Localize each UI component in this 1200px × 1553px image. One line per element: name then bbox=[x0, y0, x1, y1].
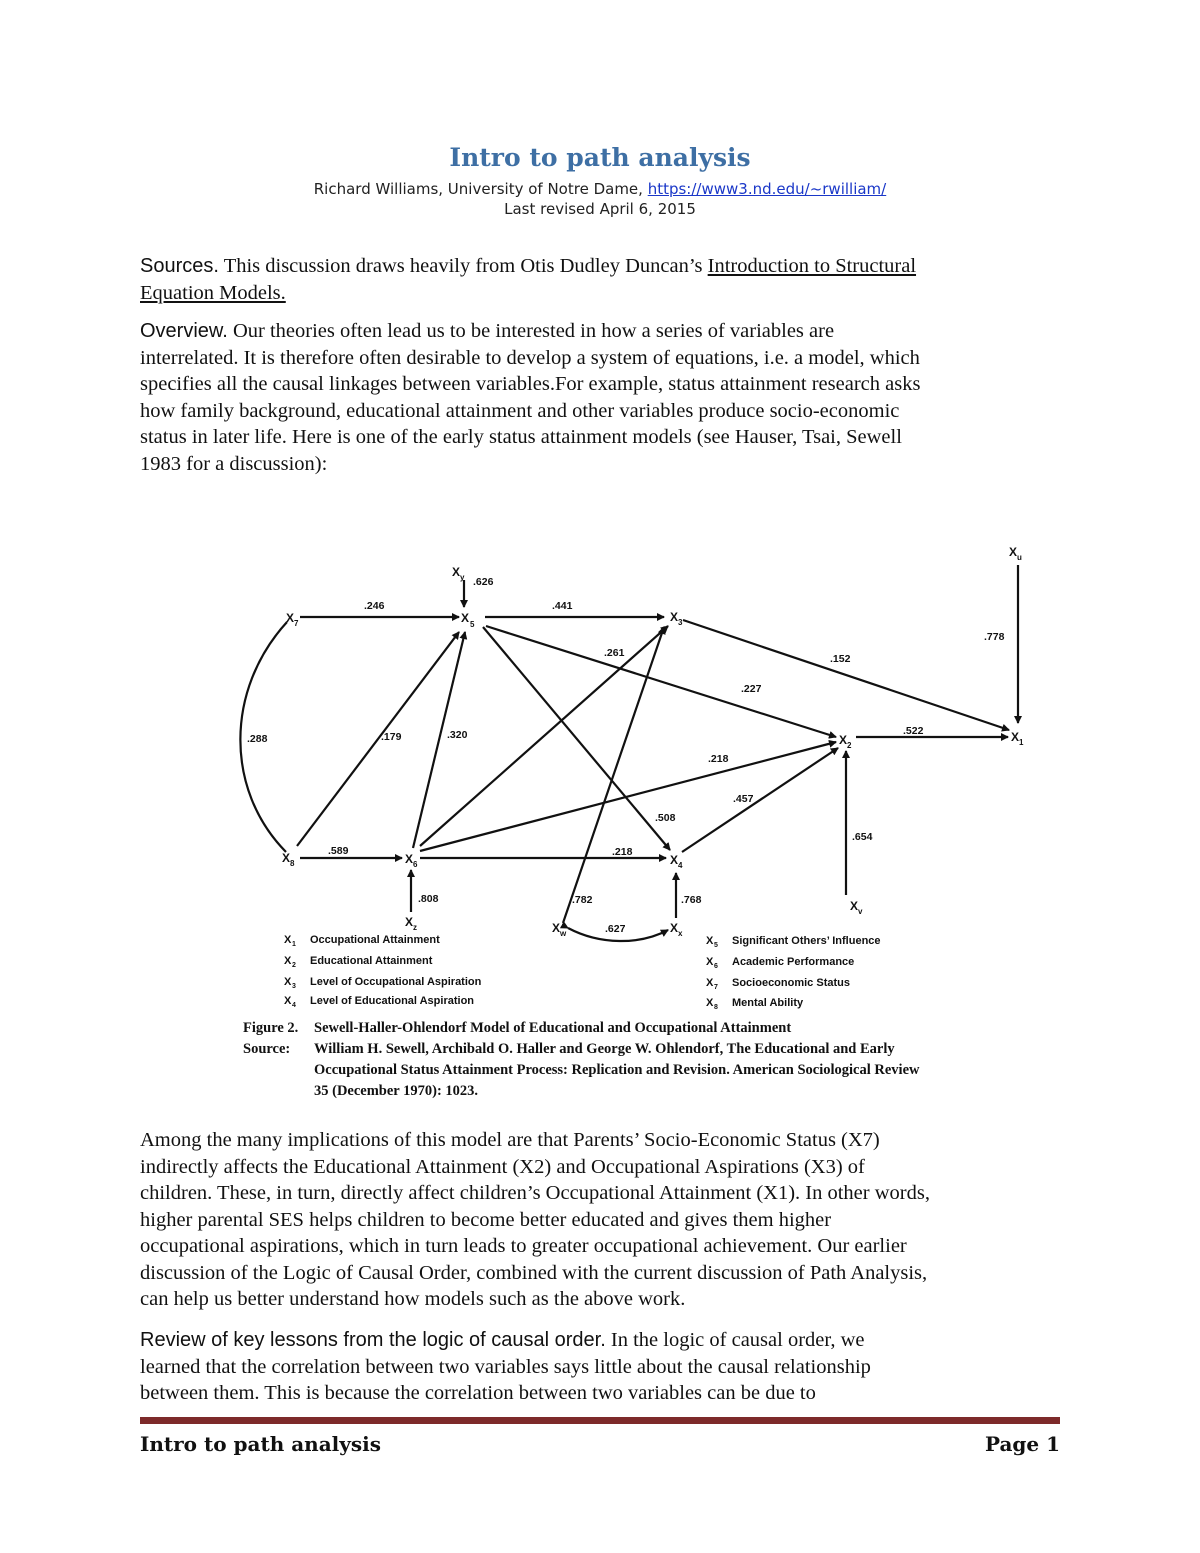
node-x5: X bbox=[461, 611, 470, 625]
svg-text:3: 3 bbox=[292, 983, 296, 990]
svg-text:Academic Performance: Academic Performance bbox=[732, 956, 855, 968]
legend-left-3 bbox=[284, 976, 482, 990]
node-xu: X bbox=[1009, 545, 1018, 559]
node-x2: X bbox=[839, 733, 848, 747]
coef-x6-x2: .218 bbox=[708, 753, 729, 765]
author-line bbox=[0, 180, 1200, 198]
svg-text:Mental Ability: Mental Ability bbox=[732, 997, 804, 1009]
svg-text:X: X bbox=[706, 997, 714, 1009]
svg-text:X: X bbox=[284, 995, 292, 1007]
svg-text:Level of Educational Aspiratio: Level of Educational Aspiration bbox=[310, 995, 475, 1007]
node-xw: X bbox=[552, 921, 561, 935]
node-xy: X bbox=[452, 565, 461, 579]
svg-text:X: X bbox=[706, 956, 714, 968]
coef-xu-x1: .778 bbox=[984, 631, 1005, 643]
overview-line: status in later life. Here is one of the early status attainment models (see Hauser, Tsai, Sewell bbox=[140, 426, 902, 448]
node-x5-sub: 5 bbox=[470, 620, 475, 629]
figure-caption-label: Figure 2. bbox=[243, 1020, 299, 1036]
svg-text:6: 6 bbox=[714, 963, 718, 970]
coef-x7-x5: .246 bbox=[364, 600, 385, 612]
review-line: learned that the correlation between two variables says little about the causal relationship bbox=[140, 1355, 871, 1378]
coef-xz-x6: .808 bbox=[418, 893, 439, 905]
overview-line: interrelated. It is therefore often desirable to develop a system of equations, i.e. a model, which bbox=[140, 346, 920, 369]
book-title-part2: Equation Models. bbox=[140, 281, 286, 304]
svg-text:X: X bbox=[284, 934, 292, 946]
implications-paragraph bbox=[140, 1127, 1065, 1313]
legend-right-4 bbox=[706, 997, 804, 1011]
legend-right-3 bbox=[706, 977, 850, 991]
node-xw-sub: w bbox=[560, 929, 567, 938]
overview-line: how family background, educational attainment and other variables produce socio-economic bbox=[140, 399, 900, 422]
legend-left-2 bbox=[284, 955, 433, 969]
path-x6-x2 bbox=[420, 742, 836, 851]
svg-text:X: X bbox=[706, 977, 714, 989]
node-x4-sub: 4 bbox=[678, 861, 683, 870]
node-x1: X bbox=[1011, 730, 1020, 744]
svg-text:Educational Attainment: Educational Attainment bbox=[310, 955, 433, 967]
svg-text:Level of Occupational Aspirati: Level of Occupational Aspiration bbox=[310, 976, 482, 988]
coef-x3-x1: .152 bbox=[830, 653, 851, 665]
path-x5-x4 bbox=[483, 627, 670, 850]
node-x1-sub: 1 bbox=[1019, 738, 1024, 747]
legend-left-1 bbox=[284, 934, 440, 948]
legend-left-4 bbox=[284, 995, 474, 1009]
node-xz-sub: z bbox=[413, 923, 417, 932]
page-title: Intro to path analysis bbox=[449, 143, 751, 172]
node-xy-sub: y bbox=[460, 573, 465, 582]
coef-x6-x5: .320 bbox=[447, 729, 468, 741]
path-x8-x5 bbox=[297, 632, 459, 846]
coef-x5-x3-cross: .261 bbox=[604, 647, 625, 659]
svg-text:Socioeconomic Status: Socioeconomic Status bbox=[732, 977, 850, 989]
implications-line: indirectly affects the Educational Attainment (X2) and Occupational Aspirations (X3) of bbox=[140, 1155, 865, 1178]
coef-xv-x2: .654 bbox=[852, 831, 873, 843]
footer-page-number: Page 1 bbox=[984, 1432, 1060, 1456]
book-title-part1: Introduction to Structural bbox=[707, 255, 917, 277]
sources-heading: Sources. bbox=[140, 255, 219, 277]
coef-x6-x4: .218 bbox=[612, 846, 633, 858]
revised-date: Last revised April 6, 2015 bbox=[504, 200, 696, 218]
overview-line: 1983 for a discussion): bbox=[140, 452, 328, 475]
node-xu-sub: u bbox=[1017, 553, 1022, 562]
implications-line: discussion of the Logic of Causal Order, combined with the current discussion of Path Analysis, bbox=[140, 1261, 928, 1284]
coef-xw-x3: .782 bbox=[572, 894, 593, 906]
node-x7-sub: 7 bbox=[294, 619, 299, 628]
node-x2-sub: 2 bbox=[847, 741, 852, 750]
node-x3-sub: 3 bbox=[678, 618, 683, 627]
node-x6-sub: 6 bbox=[413, 860, 418, 869]
overview-line: specifies all the causal linkages between variables.For example, status attainment research asks bbox=[140, 373, 921, 395]
overview-heading: Overview. bbox=[140, 320, 228, 342]
coef-x8-x5: .179 bbox=[381, 731, 402, 743]
svg-text:2: 2 bbox=[292, 962, 296, 969]
review-line: In the logic of causal order, we bbox=[605, 1329, 865, 1351]
coef-x5-x2: .227 bbox=[741, 683, 762, 695]
node-xv: X bbox=[850, 899, 859, 913]
path-xw-x3 bbox=[563, 627, 664, 923]
review-heading: Review of key lessons from the logic of causal order. bbox=[140, 1329, 606, 1351]
node-xx: X bbox=[670, 921, 679, 935]
figure-source-label: Source: bbox=[243, 1041, 291, 1057]
implications-line: children. These, in turn, directly affect children’s Occupational Attainment (X1). In other words, bbox=[140, 1182, 930, 1204]
node-xx-sub: x bbox=[678, 929, 683, 938]
coef-x7-x8: .288 bbox=[247, 733, 268, 745]
coef-x4-x2: .457 bbox=[733, 793, 754, 805]
coef-x5-x3: .441 bbox=[552, 600, 573, 612]
coef-xy-x5: .626 bbox=[473, 576, 494, 588]
coef-x8-x6: .589 bbox=[328, 845, 349, 857]
node-x8: X bbox=[282, 851, 291, 865]
implications-line: Among the many implications of this model are that Parents’ Socio-Economic Status (X7) bbox=[140, 1129, 880, 1151]
node-xz: X bbox=[405, 915, 414, 929]
coef-xw-xx: .627 bbox=[605, 923, 626, 935]
svg-text:4: 4 bbox=[292, 1002, 296, 1009]
figure-source-line: Occupational Status Attainment Process: Replication and Revision. American Sociological Review bbox=[314, 1062, 920, 1078]
svg-text:X: X bbox=[284, 976, 292, 988]
figure-source-line: 35 (December 1970): 1023. bbox=[314, 1083, 479, 1099]
coef-x5-x4: .508 bbox=[655, 812, 676, 824]
author-text: Richard Williams, University of Notre Dame, bbox=[313, 180, 648, 198]
overview-line: Our theories often lead us to be interested in how a series of variables are bbox=[227, 320, 835, 342]
node-xv-sub: v bbox=[858, 907, 863, 916]
sources-paragraph bbox=[140, 253, 1065, 306]
svg-text:Occupational Attainment: Occupational Attainment bbox=[310, 934, 440, 946]
svg-text:7: 7 bbox=[714, 984, 718, 991]
node-x3: X bbox=[670, 610, 679, 624]
footer-rule bbox=[140, 1417, 1060, 1424]
node-x6: X bbox=[405, 852, 414, 866]
path-x3-x1 bbox=[683, 620, 1009, 730]
coef-x2-x1: .522 bbox=[903, 725, 924, 737]
legend-right-1 bbox=[706, 935, 881, 949]
svg-text:Significant Others’ Influence: Significant Others’ Influence bbox=[732, 935, 881, 947]
review-paragraph bbox=[140, 1327, 1065, 1407]
node-x7: X bbox=[286, 611, 295, 625]
implications-line: occupational aspirations, which in turn leads to greater occupational achievement. Our earlier bbox=[140, 1235, 907, 1257]
path-x4-x2 bbox=[682, 748, 838, 852]
node-x4: X bbox=[670, 853, 679, 867]
figure-caption-title: Sewell-Haller-Ohlendorf Model of Educational and Occupational Attainment bbox=[314, 1020, 792, 1036]
coef-xx-x4: .768 bbox=[681, 894, 702, 906]
node-x8-sub: 8 bbox=[290, 859, 295, 868]
path-diagram-figure bbox=[140, 525, 1070, 1110]
footer-title: Intro to path analysis bbox=[140, 1432, 381, 1456]
svg-text:5: 5 bbox=[714, 942, 718, 949]
overview-paragraph bbox=[140, 318, 1065, 477]
path-x5-x2 bbox=[486, 626, 836, 737]
review-line: between them. This is because the correlation between two variables can be due to bbox=[140, 1382, 816, 1404]
author-link[interactable]: https://www3.nd.edu/~rwilliam/ bbox=[647, 180, 887, 198]
implications-line: can help us better understand how models such as the above work. bbox=[140, 1288, 686, 1310]
figure-source-line: William H. Sewell, Archibald O. Haller and George W. Ohlendorf, The Educational and Early bbox=[314, 1041, 895, 1057]
svg-text:X: X bbox=[706, 935, 714, 947]
sources-text: This discussion draws heavily from Otis Dudley Duncan’s bbox=[218, 255, 708, 277]
svg-text:1: 1 bbox=[292, 941, 296, 948]
legend-right-2 bbox=[706, 956, 854, 970]
svg-text:X: X bbox=[284, 955, 292, 967]
implications-line: higher parental SES helps children to become better educated and gives them higher bbox=[140, 1208, 832, 1231]
svg-text:8: 8 bbox=[714, 1004, 718, 1011]
